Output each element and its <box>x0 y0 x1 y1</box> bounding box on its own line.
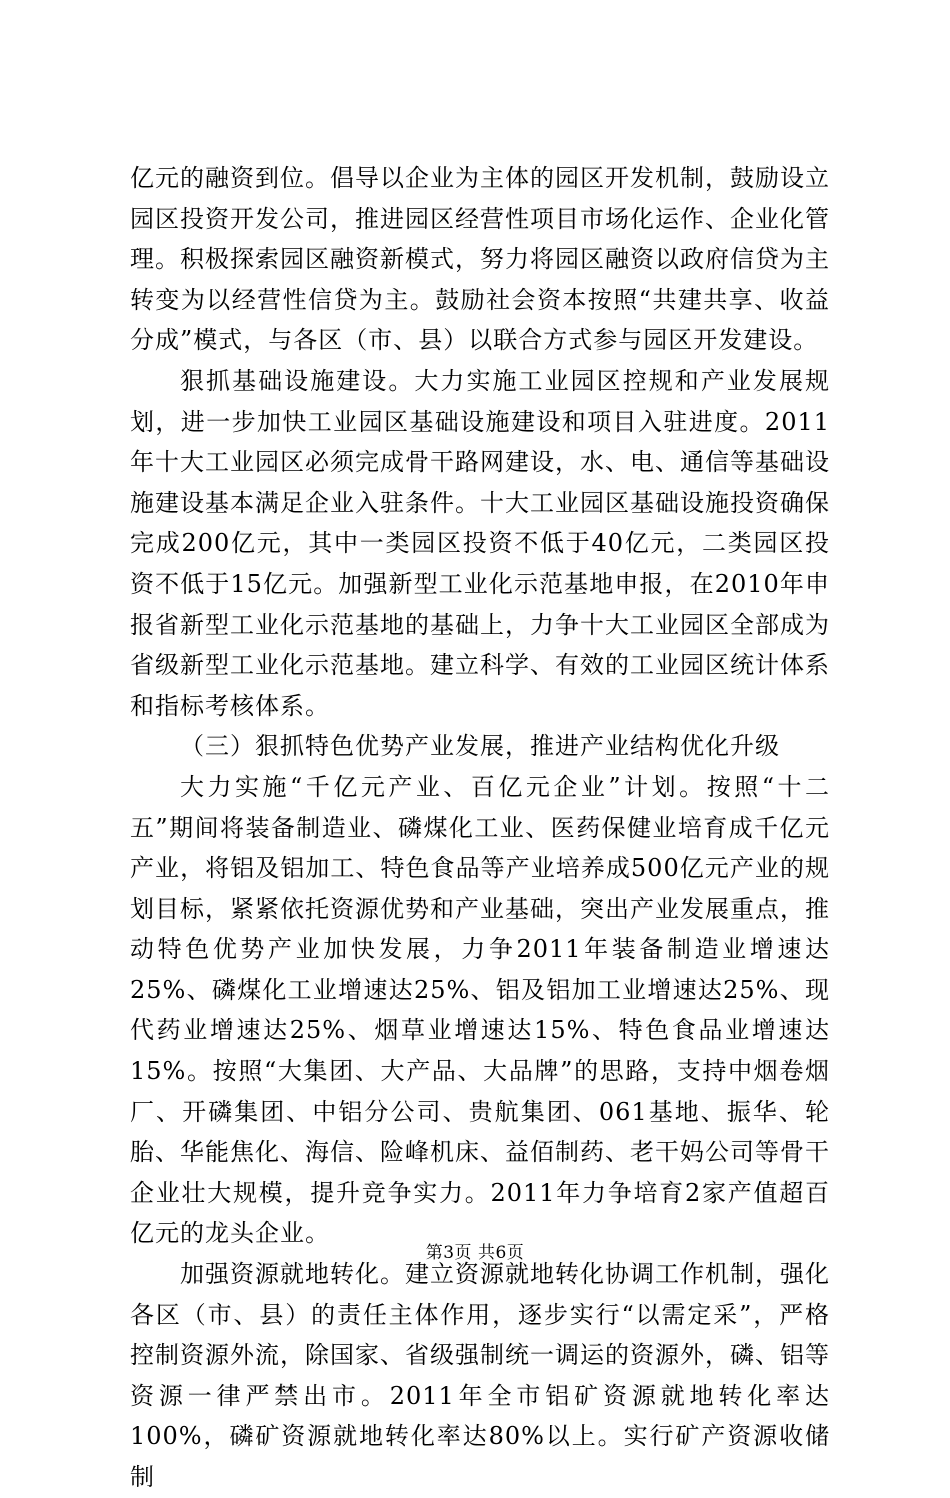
paragraph-infrastructure: 狠抓基础设施建设。大力实施工业园区控规和产业发展规划，进一步加快工业园区基础设施建设和项目入驻进度。2011年十大工业园区必须完成骨干路网建设，水、电、通信等基础设施建设基本满足企业入驻条件。十大工业园区基础设施投资确保完成200亿元，其中一类园区投资不低于40亿元，二类园区投资不低于15亿元。加强新型工业化示范基地申报，在2010年申报省新型工业化示范基地的基础上，力争十大工业园区全部成为省级新型工业化示范基地。建立科学、有效的工业园区统计体系和指标考核体系。 <box>130 366 830 720</box>
paragraph-financing: 亿元的融资到位。倡导以企业为主体的园区开发机制，鼓励设立园区投资开发公司，推进园区经营性项目市场化运作、企业化管理。积极探索园区融资新模式，努力将园区融资以政府信贷为主转变为以经营性信贷为主。鼓励社会资本按照“共建共享、收益分成”模式，与各区（市、县）以联合方式参与园区开发建设。 <box>130 164 830 355</box>
paragraph-resource-conversion: 加强资源就地转化。建立资源就地转化协调工作机制，强化各区（市、县）的责任主体作用，逐步实行“以需定采”，严格控制资源外流，除国家、省级强制统一调运的资源外，磷、铝等资源一律严禁出市。2011年全市铝矿资源就地转化率达100%，磷矿资源就地转化率达80%以上。实行矿产资源收储制 <box>130 1260 830 1491</box>
document-body <box>130 158 830 1498</box>
paragraph-industry-plan: 大力实施“千亿元产业、百亿元企业”计划。按照“十二五”期间将装备制造业、磷煤化工业、医药保健业培育成千亿元产业，将铝及铝加工、特色食品等产业培养成500亿元产业的规划目标，紧紧依托资源优势和产业基础，突出产业发展重点，推动特色优势产业加快发展，力争2011年装备制造业增速达25%、磷煤化工业增速达25%、铝及铝加工业增速达25%、现代药业增速达25%、烟草业增速达15%、特色食品业增速达15%。按照“大集团、大产品、大品牌”的思路，支持中烟卷烟厂、开磷集团、中铝分公司、贵航集团、061基地、振华、轮胎、华能焦化、海信、险峰机床、益佰制药、老干妈公司等骨干企业壮大规模，提升竞争实力。2011年力争培育2家产值超百亿元的龙头企业。 <box>130 772 830 1248</box>
section-heading-industry: （三）狠抓特色优势产业发展，推进产业结构优化升级 <box>180 732 780 761</box>
page-footer: 第3页 共6页 <box>425 1243 525 1263</box>
